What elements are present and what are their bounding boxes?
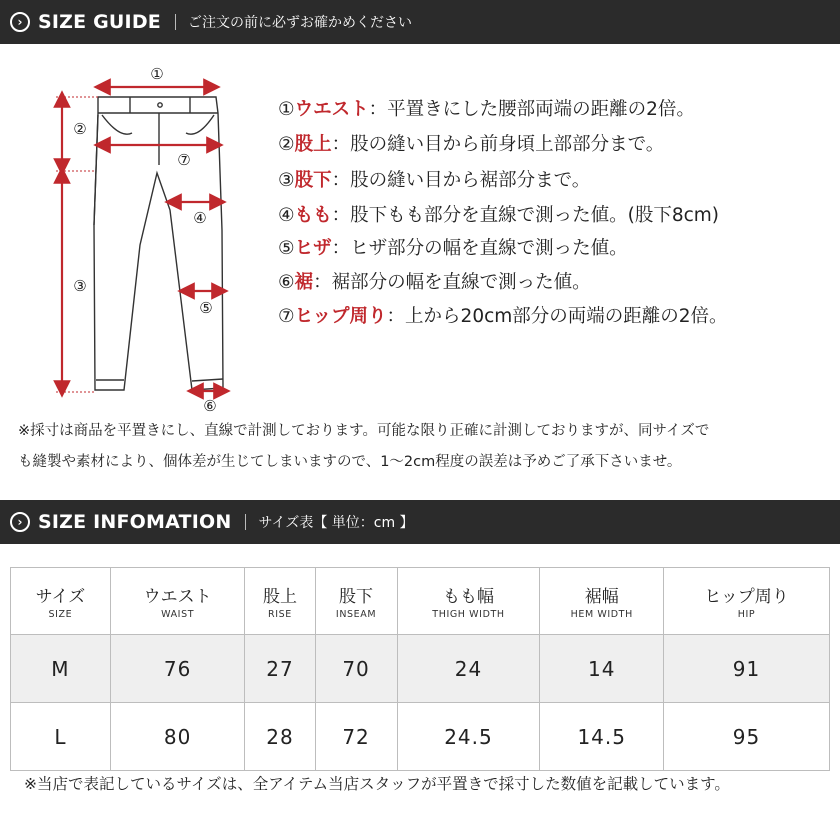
size-footnote: ※当店で表記しているサイズは、全アイテム当店スタッフが平置きで採寸した数値を記載しています。 <box>24 775 730 793</box>
mark-1: ① <box>150 65 164 83</box>
header-hip: ヒップ周り HIP <box>664 568 830 635</box>
table-cell: 14 <box>540 635 664 703</box>
mark-4: ④ <box>193 209 207 227</box>
table-cell: 76 <box>110 635 245 703</box>
measurement-note: ※採寸は商品を平置きにし、直線で計測しております。可能な限り正確に計測しておりますが、同サイズで も縫製や素材により、個体差が生じてしまいますので、1〜2cm程度の誤差は予めご了承下さいませ。 <box>18 423 710 470</box>
header-size: サイズ SIZE <box>11 568 111 635</box>
table-cell: 91 <box>664 635 830 703</box>
table-cell: 95 <box>664 703 830 771</box>
table-cell: 70 <box>315 635 397 703</box>
size-info-header <box>0 500 840 544</box>
size-guide-header <box>0 0 840 44</box>
table-header-row <box>11 568 830 635</box>
table-cell: 72 <box>315 703 397 771</box>
mark-3: ③ <box>73 277 87 295</box>
table-cell: 27 <box>245 635 315 703</box>
table-cell: M <box>11 635 111 703</box>
table-cell: L <box>11 703 111 771</box>
guide-item: ④もも：股下もも部分を直線で測った値。(股下8cm) <box>278 205 720 226</box>
table-row <box>11 635 830 703</box>
size-info-subtitle: サイズ表【 単位：cm 】 <box>258 515 414 531</box>
size-guide-title: SIZE GUIDE <box>38 11 161 33</box>
size-guide-subtitle: ご注文の前に必ずお確かめください <box>187 15 412 31</box>
table-cell: 80 <box>110 703 245 771</box>
header-hem: 裾幅 HEM WIDTH <box>540 568 664 635</box>
table-cell: 24 <box>397 635 540 703</box>
chevron-right-icon: › <box>10 512 30 532</box>
table-cell: 14.5 <box>540 703 664 771</box>
table-cell: 24.5 <box>397 703 540 771</box>
guide-item: ⑦ヒップ周り：上から20cm部分の両端の距離の2倍。 <box>278 306 728 327</box>
mark-6: ⑥ <box>203 397 217 415</box>
chevron-right-icon: › <box>10 12 30 32</box>
size-info-title: SIZE INFOMATION <box>38 511 232 533</box>
table-row <box>11 703 830 771</box>
mark-5: ⑤ <box>199 299 213 317</box>
guide-item: ③股下：股の縫い目から裾部分まで。 <box>278 170 591 191</box>
size-table <box>10 567 830 771</box>
guide-item: ①ウエスト：平置きにした腰部両端の距離の2倍。 <box>278 99 695 120</box>
header-thigh: もも幅 THIGH WIDTH <box>397 568 540 635</box>
mark-2: ② <box>73 120 87 138</box>
header-rise: 股上 RISE <box>245 568 315 635</box>
table-cell: 28 <box>245 703 315 771</box>
divider <box>245 514 246 530</box>
pants-diagram <box>40 55 260 415</box>
header-inseam: 股下 INSEAM <box>315 568 397 635</box>
divider <box>175 14 176 30</box>
header-waist: ウエスト WAIST <box>110 568 245 635</box>
guide-item: ⑥裾：裾部分の幅を直線で測った値。 <box>278 272 591 293</box>
guide-item: ②股上：股の縫い目から前身頃上部部分まで。 <box>278 134 665 155</box>
mark-7: ⑦ <box>177 151 191 169</box>
guide-item: ⑤ヒザ：ヒザ部分の幅を直線で測った値。 <box>278 238 628 259</box>
